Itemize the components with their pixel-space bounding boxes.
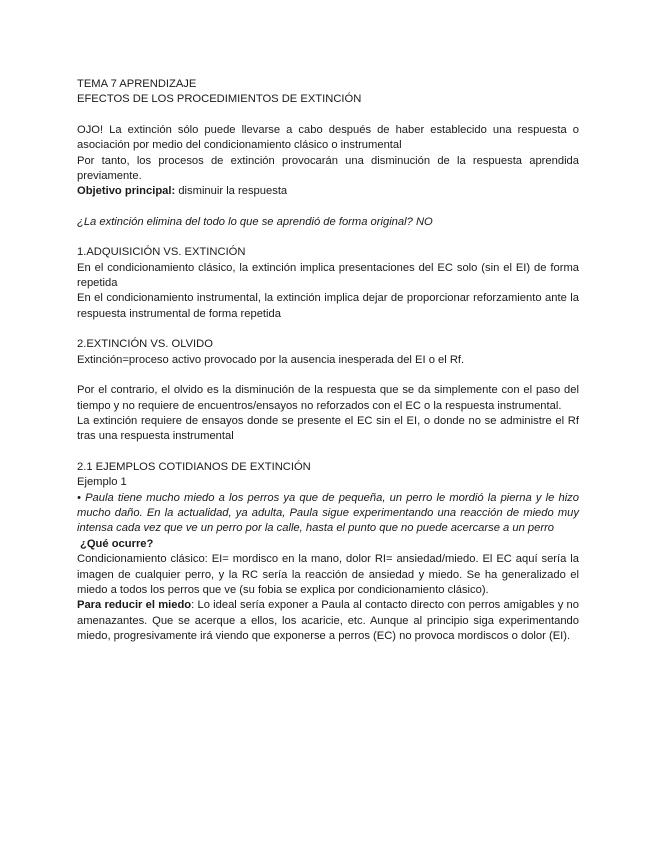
section1-p1: En el condicionamiento clásico, la extinción implica presentaciones del EC solo (sin el EI) de forma repetida bbox=[77, 261, 579, 290]
condicionamiento-paragraph: Condicionamiento clásico: EI= mordisco en la mano, dolor RI= ansiedad/miedo. El EC aquí sería la imagen de cualquier perro, y la RC sería la reacción de ansiedad y miedo. Se ha generalizado el miedo a todos los perros que ve (su fobia se explica por condicionamiento clásico). bbox=[77, 553, 579, 596]
intro-portanto: Por tanto, los procesos de extinción provocarán una disminución de la respuesta aprendida previamente. bbox=[77, 154, 579, 183]
document-title: TEMA 7 APRENDIZAJE bbox=[77, 78, 197, 90]
section2-p3: La extinción requiere de ensayos donde se presente el EC sin el EI, o donde no se administre el Rf tras una respuesta instrumental bbox=[77, 414, 579, 443]
document-subtitle: EFECTOS DE LOS PROCEDIMIENTOS DE EXTINCIÓN bbox=[77, 93, 362, 106]
objetivo-label: Objetivo principal: bbox=[77, 185, 176, 198]
reducir-paragraph bbox=[77, 598, 579, 644]
document-page bbox=[77, 77, 579, 645]
ejemplo-label: Ejemplo 1 bbox=[77, 476, 127, 489]
section1-p2: En el condicionamiento instrumental, la extinción implica dejar de proporcionar reforzamiento ante la respuesta instrumental de forma repetida bbox=[77, 292, 579, 320]
reducir-text: : Lo ideal sería exponer a Paula al contacto directo con perros amigables y no amenazantes. Que se acerque a ellos, los acaricie, etc. Aunque al principio siga experimentando miedo, progresivamente irá viendo que exponerse a perros (EC) no provoca mordiscos o dolor (EI). bbox=[77, 599, 579, 643]
objetivo-line bbox=[77, 184, 579, 199]
section2-heading: 2.EXTINCIÓN VS. OLVIDO bbox=[77, 338, 213, 351]
ejemplo-case: • Paula tiene mucho miedo a los perros ya que de pequeña, un perro le mordió la pierna y le hizo mucho daño. En la actualidad, ya adulta, Paula sigue experimentando una reacción de miedo muy intensa cada vez que ve un perro por la calle, hasta el punto que no puede acercarse a un perro bbox=[77, 491, 579, 535]
section21-heading: 2.1 EJEMPLOS COTIDIANOS DE EXTINCIÓN bbox=[77, 460, 311, 473]
section1-heading: 1.ADQUISICIÓN VS. EXTINCIÓN bbox=[77, 246, 246, 259]
reducir-label: Para reducir el miedo bbox=[77, 599, 192, 612]
que-ocurre-heading: ¿Qué ocurre? bbox=[80, 537, 154, 550]
section2-p2: Por el contrario, el olvido es la disminución de la respuesta que se da simplemente con el paso del tiempo y no requiere de encuentros/ensayos no reforzados con el EC o la respuesta instrumental. bbox=[77, 384, 579, 412]
objetivo-text: disminuir la respuesta bbox=[175, 185, 288, 198]
section2-p1: Extinción=proceso activo provocado por la ausencia inesperada del EI o el Rf. bbox=[77, 353, 465, 366]
intro-ojo: OJO! La extinción sólo puede llevarse a cabo después de haber establecido una respuesta o asociación por medio del condicionamiento clásico o instrumental bbox=[77, 123, 579, 152]
intro-question: ¿La extinción elimina del todo lo que se aprendió de forma original? NO bbox=[77, 215, 433, 228]
